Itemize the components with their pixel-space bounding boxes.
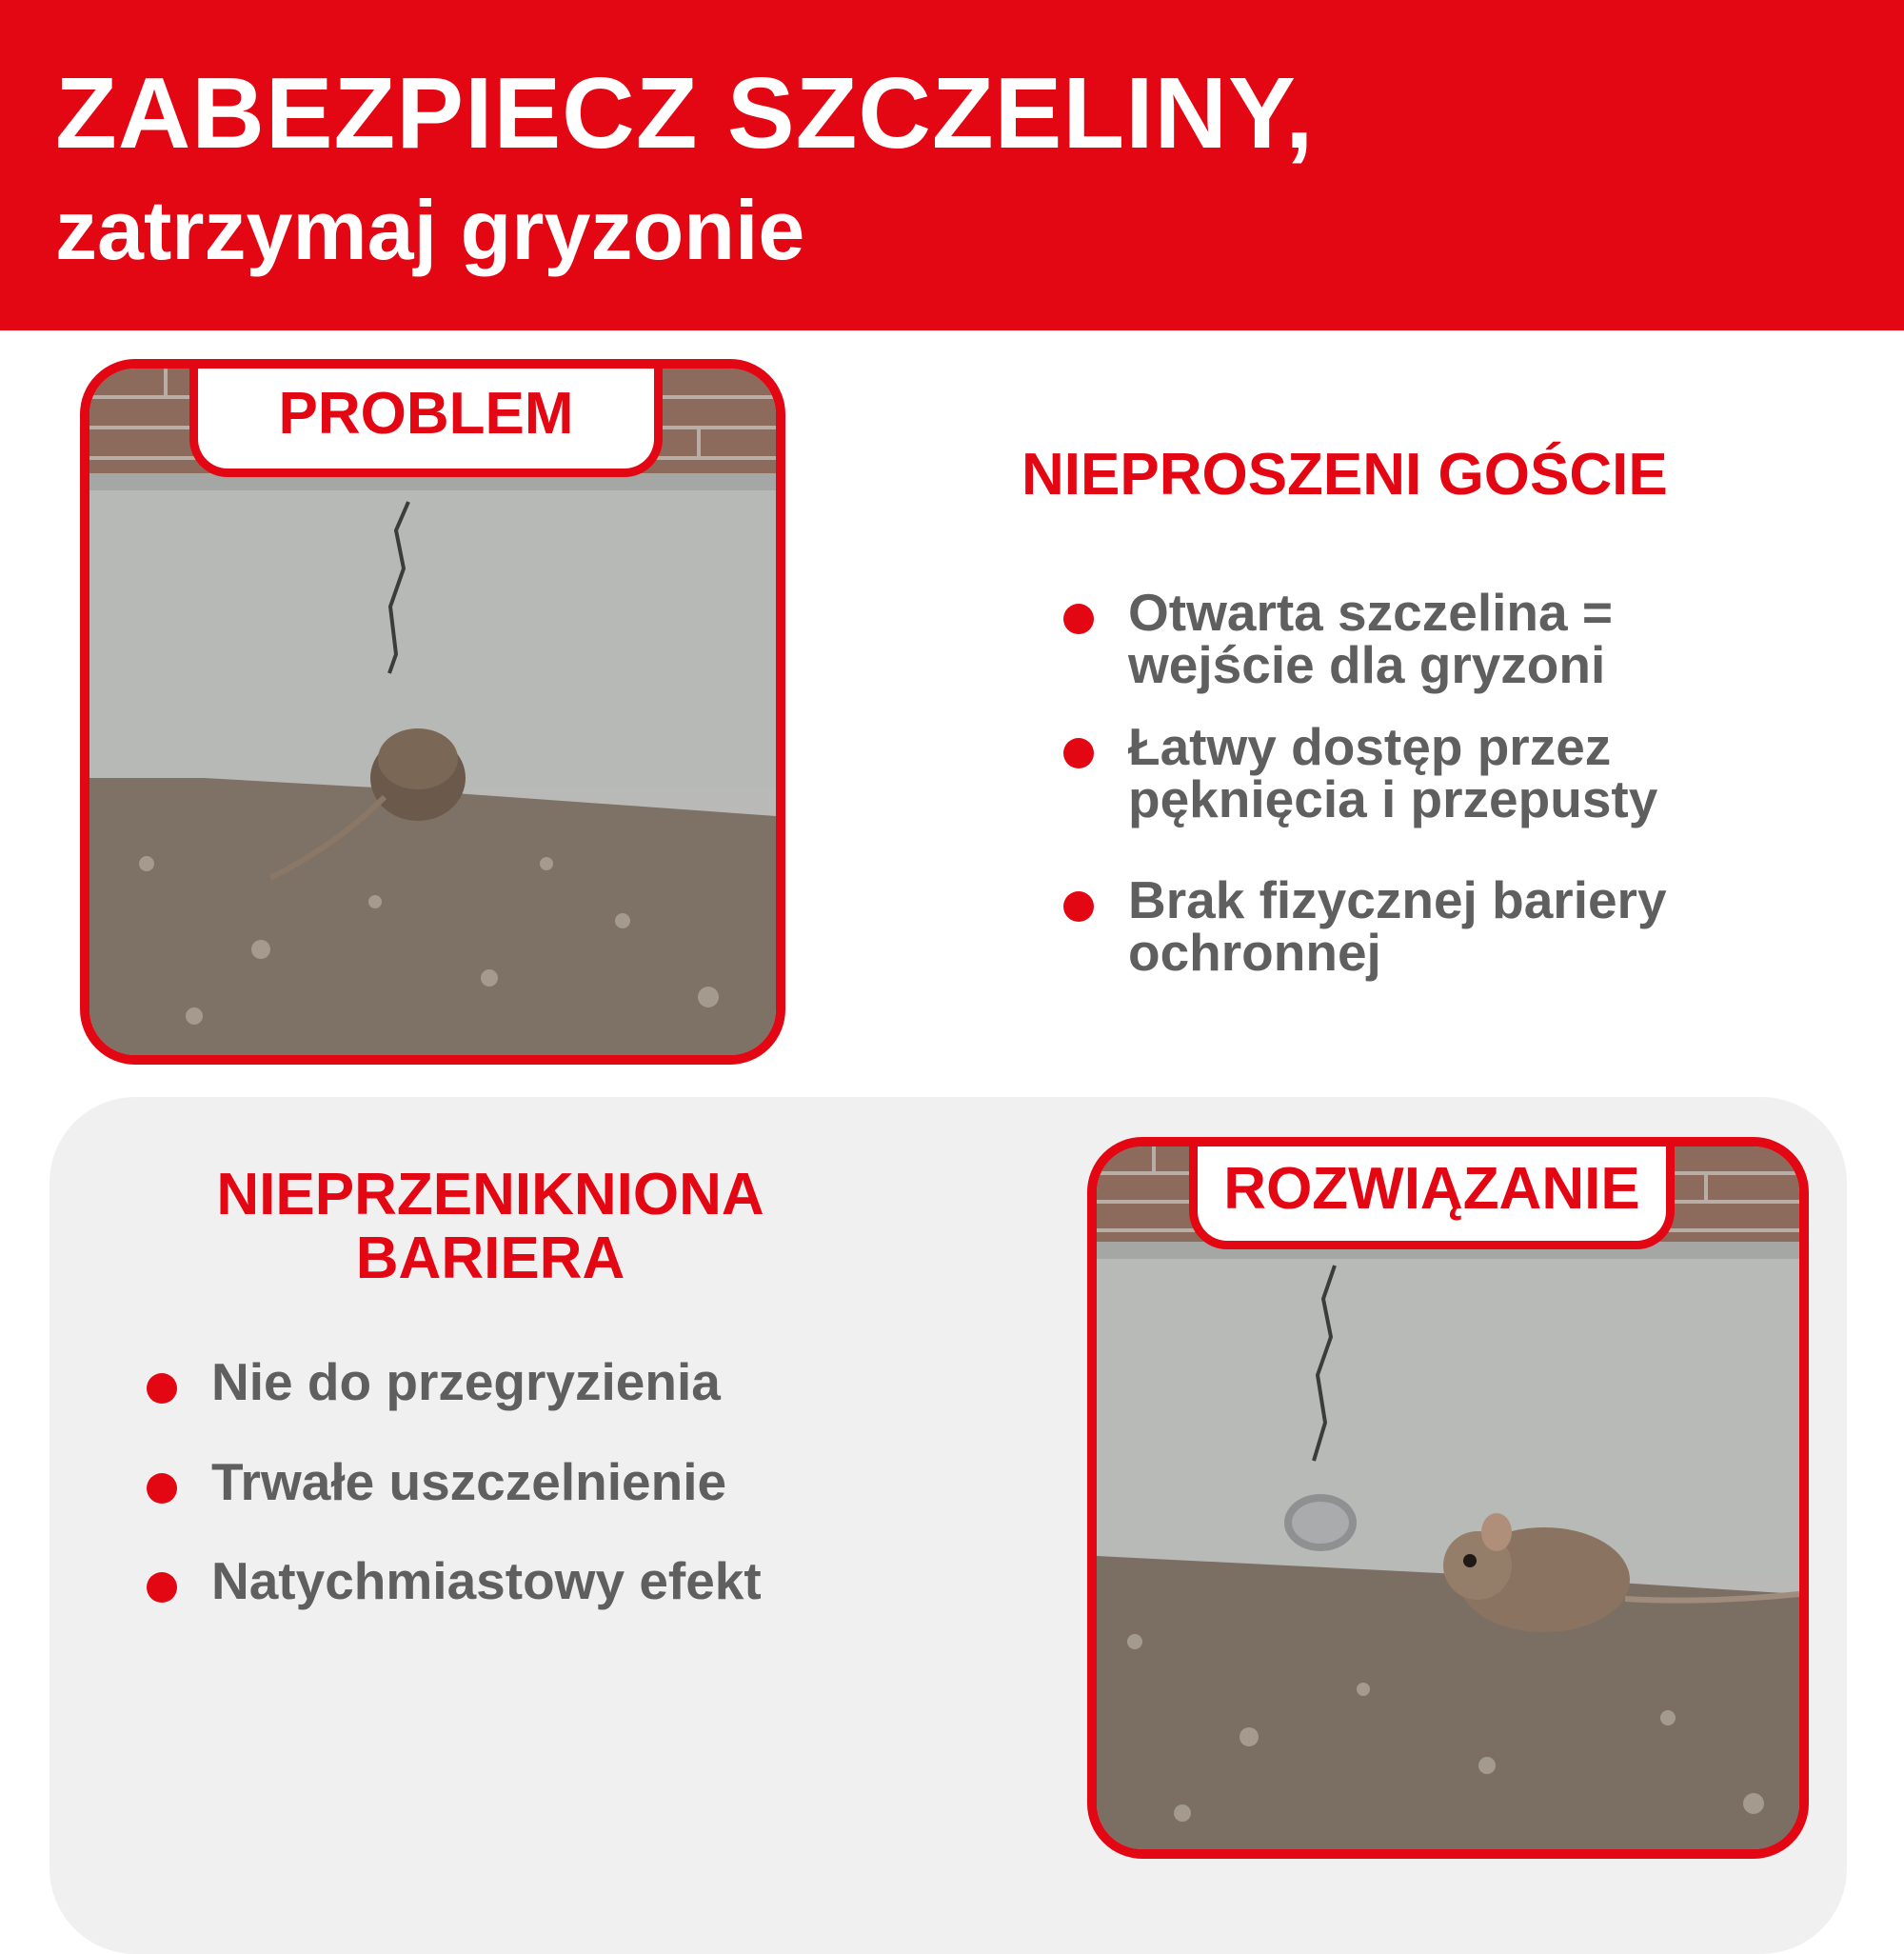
problem-bullet: Otwarta szczelina = wejście dla gryzoni [1063,587,1613,691]
bullet-dot-icon [1063,604,1094,634]
problem-bullet: Brak fizycznej bariery ochronnej [1063,874,1667,979]
header-banner [0,0,1904,330]
solution-bullet: Nie do przegryzienia [147,1356,721,1408]
page-subtitle: zatrzymaj gryzonie [55,183,805,277]
page-title: ZABEZPIECZ SZCZELINY, [55,57,1315,169]
solution-bullet: Trwałe uszczelnienie [147,1456,726,1508]
sealed-crack-mouse-illustration [1097,1146,1799,1849]
bullet-dot-icon [1063,738,1094,768]
problem-photo [80,359,785,1065]
bullet-dot-icon [147,1373,177,1404]
bullet-dot-icon [1063,891,1094,922]
problem-bullet: Łatwy dostęp przez pęknięcia i przepusty [1063,721,1657,826]
solution-bullet: Natychmiastowy efekt [147,1555,762,1607]
bullet-dot-icon [147,1473,177,1504]
solution-label: ROZWIĄZANIE [1189,1137,1675,1249]
bullet-dot-icon [147,1572,177,1603]
solution-heading: NIEPRZENIKNIONA BARIERA [216,1162,764,1291]
problem-label: PROBLEM [189,359,663,477]
problem-heading: NIEPROSZENI GOŚCIE [1021,442,1668,508]
solution-photo [1087,1137,1809,1859]
